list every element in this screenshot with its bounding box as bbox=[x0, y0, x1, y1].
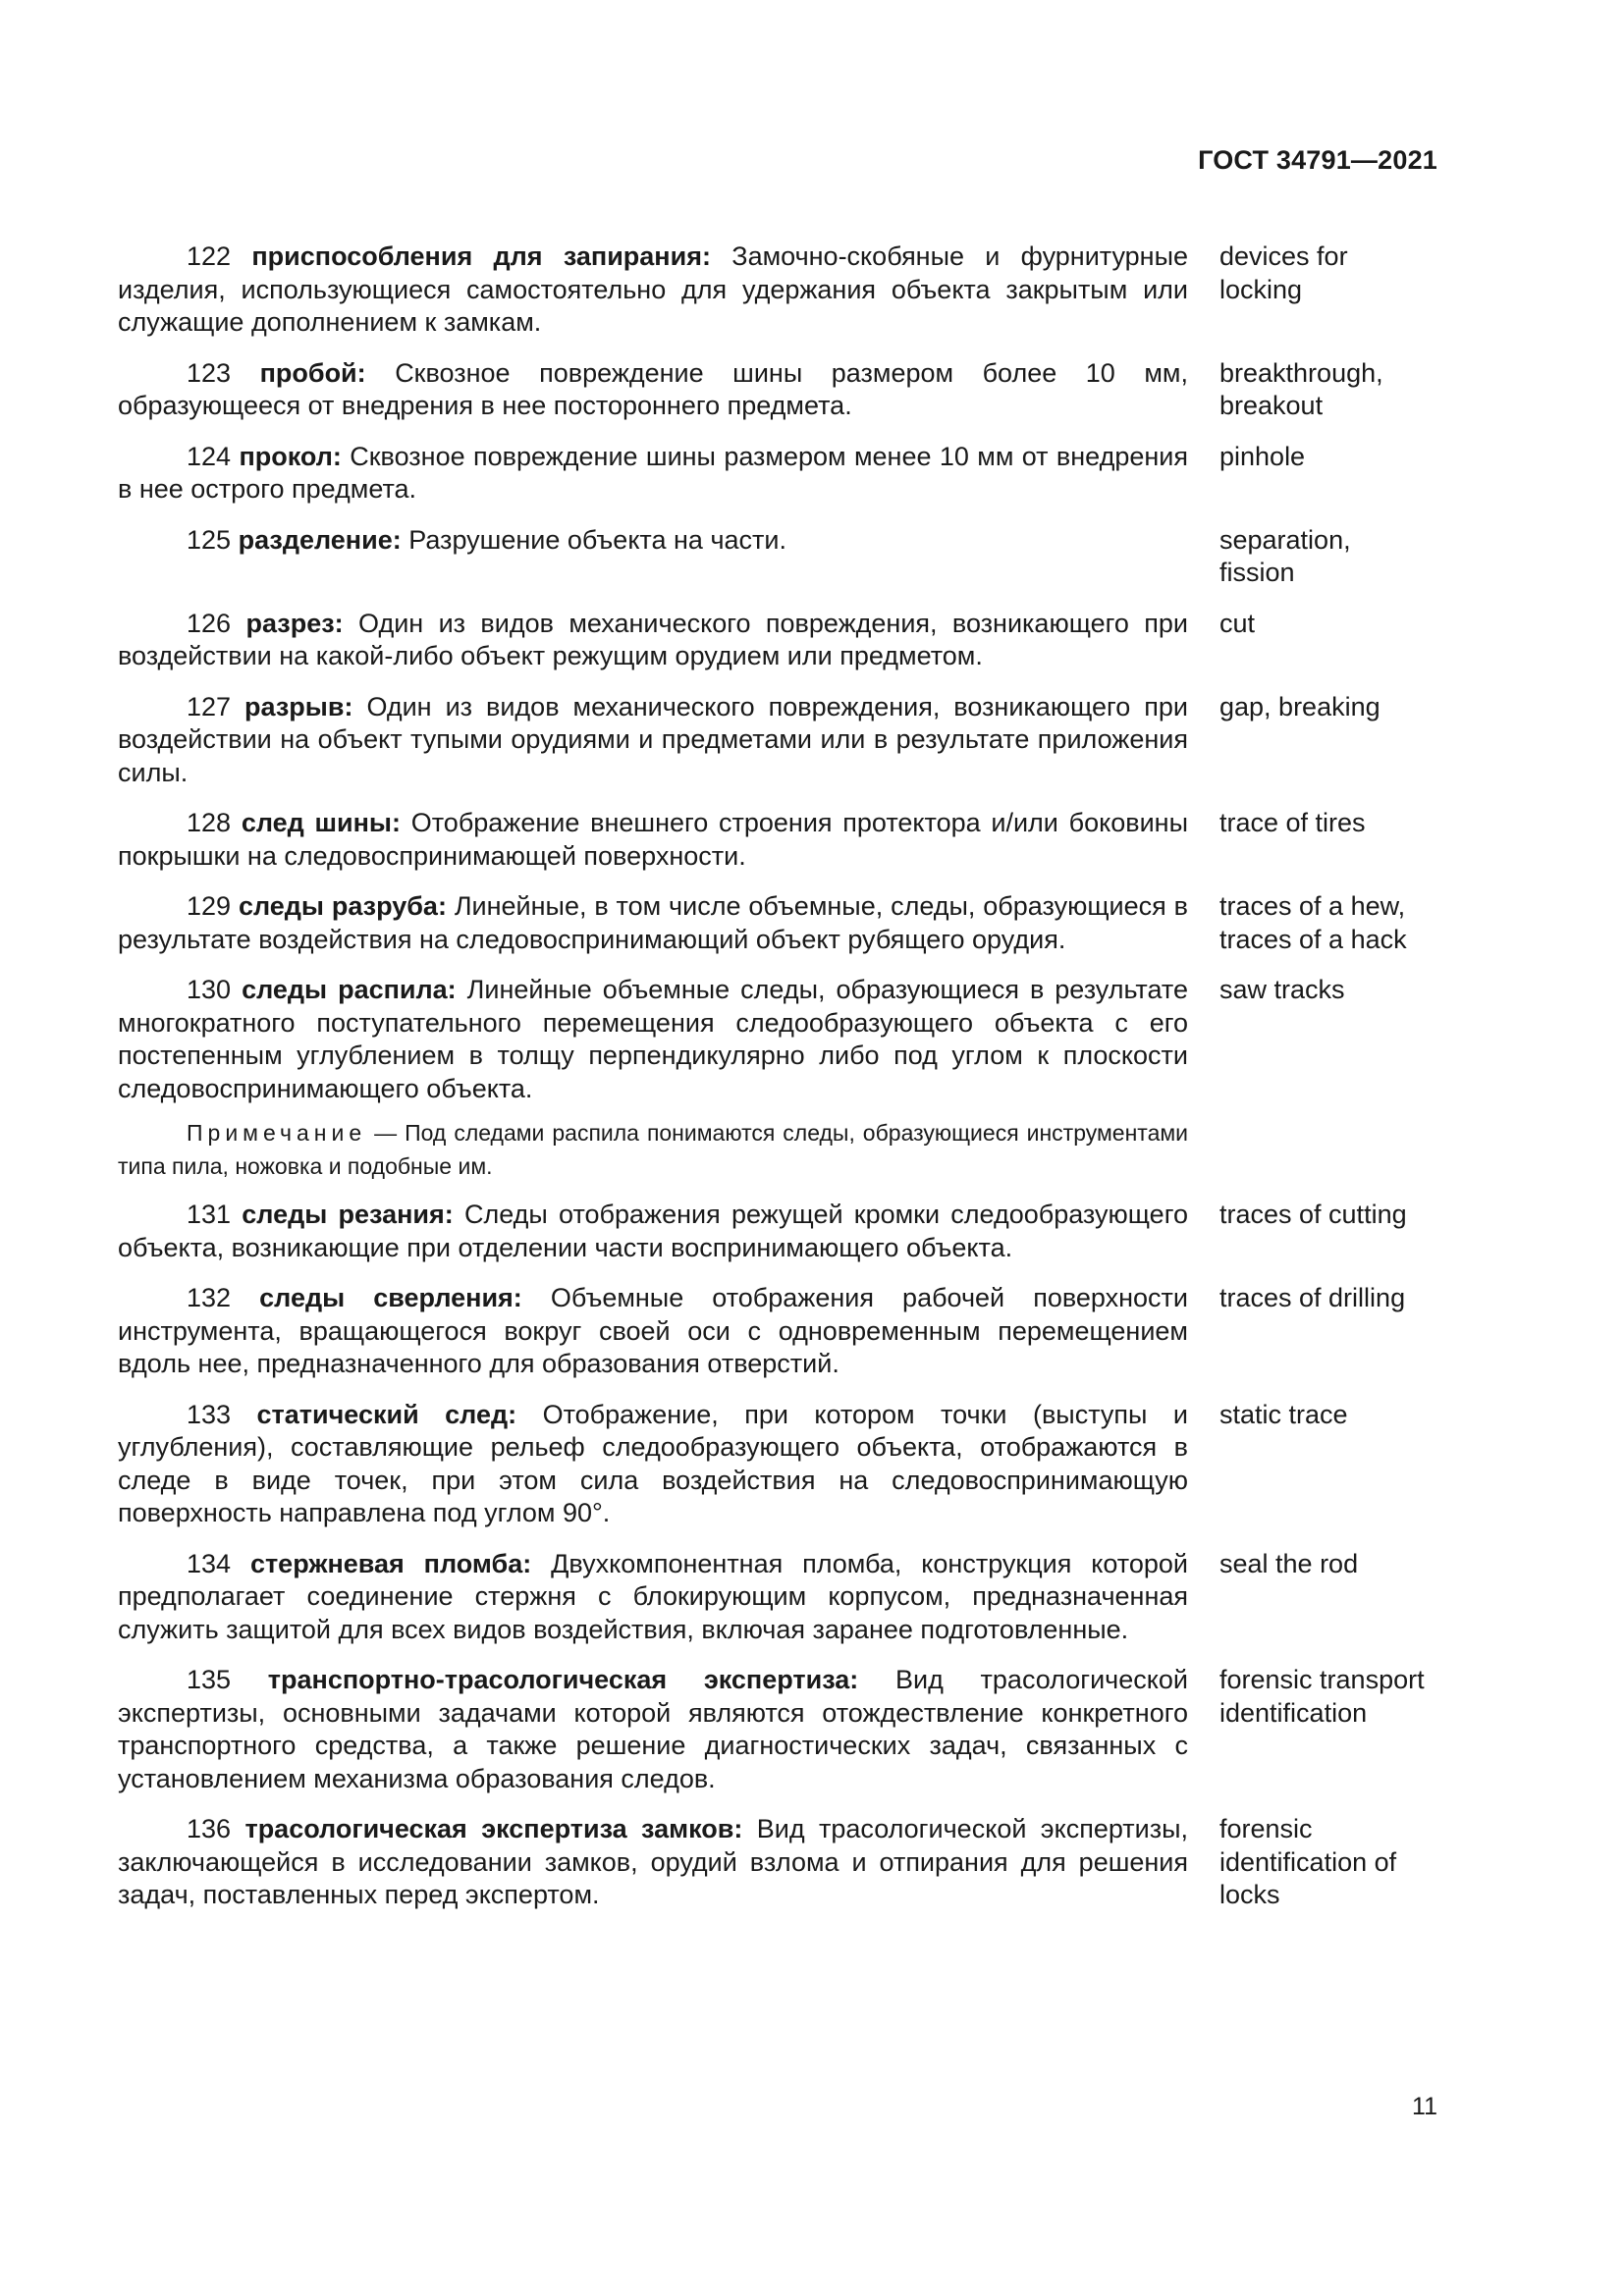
note-paragraph bbox=[118, 1117, 1188, 1183]
term-name: следы разруба: bbox=[238, 891, 447, 921]
term-text bbox=[118, 1664, 1188, 1795]
english-equivalent bbox=[1219, 1813, 1445, 1912]
english-line: cut bbox=[1219, 608, 1256, 638]
term-definition: Отображение внешнего строения протектора и/или боковины покрышки на следовоспринимающей поверхности. bbox=[118, 808, 1188, 871]
term-name: разрыв: bbox=[244, 691, 353, 721]
term-definition: Отображение, при котором точки (выступы и углубления), составляющие рельеф следообразующего объекта, отображаются в следе в виде точек, при этом сила воздействия на следовоспринимающую поверхность направлена под углом 90°. bbox=[118, 1399, 1188, 1527]
term-text bbox=[118, 441, 1188, 507]
term-definition: Один из видов механического повреждения, возникающего при воздействии на какой-либо объект режущим орудием или предметом. bbox=[118, 608, 1188, 670]
term-number: 123 bbox=[187, 357, 232, 388]
term-entry-123 bbox=[118, 357, 1445, 423]
english-equivalent bbox=[1219, 691, 1445, 724]
term-entry-122 bbox=[118, 240, 1445, 340]
english-equivalent bbox=[1219, 1399, 1445, 1432]
term-entry-126 bbox=[118, 608, 1445, 673]
term-name: трасологическая экспертиза замков: bbox=[244, 1814, 743, 1843]
term-name: статический след: bbox=[256, 1399, 517, 1429]
english-equivalent bbox=[1219, 1282, 1445, 1315]
term-number: 134 bbox=[187, 1548, 232, 1578]
term-entry-135 bbox=[118, 1664, 1445, 1795]
term-name: след шины: bbox=[241, 808, 401, 837]
term-number: 133 bbox=[187, 1399, 232, 1429]
term-text bbox=[118, 890, 1188, 956]
english-line: pinhole bbox=[1219, 441, 1306, 471]
english-line: identification bbox=[1219, 1697, 1368, 1728]
term-number: 122 bbox=[187, 241, 232, 271]
term-number: 136 bbox=[187, 1814, 232, 1843]
term-entry-133 bbox=[118, 1399, 1445, 1530]
term-number: 124 bbox=[187, 441, 232, 471]
term-text bbox=[118, 357, 1188, 423]
term-number: 130 bbox=[187, 975, 232, 1004]
english-equivalent bbox=[1219, 890, 1445, 956]
term-name: разрез: bbox=[245, 608, 344, 638]
english-line: identification of bbox=[1219, 1846, 1397, 1877]
term-text bbox=[118, 1199, 1188, 1264]
term-entry-128 bbox=[118, 807, 1445, 873]
term-name: следы резания: bbox=[242, 1200, 454, 1229]
english-line: traces of a hew, bbox=[1219, 891, 1406, 921]
english-equivalent bbox=[1219, 608, 1445, 641]
english-equivalent bbox=[1219, 524, 1445, 590]
term-number: 131 bbox=[187, 1200, 232, 1229]
term-entry-130 bbox=[118, 974, 1445, 1105]
term-definition: Один из видов механического повреждения, возникающего при воздействии на объект тупыми орудиями и предметами или в результате приложения силы. bbox=[118, 691, 1188, 787]
document-header: ГОСТ 34791—2021 bbox=[1198, 145, 1437, 175]
term-entry-124 bbox=[118, 441, 1445, 507]
english-line: saw tracks bbox=[1219, 975, 1345, 1004]
term-name: пробой: bbox=[259, 357, 366, 388]
term-entry-125 bbox=[118, 524, 1445, 590]
english-line: devices for bbox=[1219, 241, 1348, 271]
english-line: breakout bbox=[1219, 391, 1324, 420]
term-number: 127 bbox=[187, 691, 232, 721]
term-definition: Линейные объемные следы, образующиеся в результате многократного поступательного перемещения следообразующего объекта с его постепенным углублением в толщу перпендикулярно либо под углом к плоскости следовоспринимающего объекта. bbox=[118, 975, 1188, 1103]
english-equivalent bbox=[1219, 1664, 1445, 1730]
page-number: 11 bbox=[1412, 2093, 1437, 2120]
term-name: разделение: bbox=[238, 524, 402, 555]
term-text bbox=[118, 240, 1188, 340]
term-text bbox=[118, 807, 1188, 873]
term-definition: Вид трасологической экспертизы, заключающейся в исследовании замков, орудий взлома и отпирания для решения задач, поставленных перед экспертом. bbox=[118, 1814, 1188, 1909]
english-line: traces of cutting bbox=[1219, 1200, 1407, 1229]
term-number: 129 bbox=[187, 891, 232, 921]
term-name: следы сверления: bbox=[259, 1283, 522, 1312]
term-entry-127 bbox=[118, 691, 1445, 790]
term-definition: Линейные, в том числе объемные, следы, образующиеся в результате воздействия на следовоспринимающий объект рубящего орудия. bbox=[118, 891, 1188, 954]
term-definition: Разрушение объекта на части. bbox=[408, 524, 786, 555]
english-line: traces of a hack bbox=[1219, 924, 1407, 954]
term-definition: Следы отображения режущей кромки следообразующего объекта, возникающие при отделении части воспринимающего объекта. bbox=[118, 1200, 1188, 1262]
term-text bbox=[118, 974, 1188, 1105]
term-number: 128 bbox=[187, 808, 232, 837]
english-equivalent bbox=[1219, 240, 1445, 306]
english-line: breakthrough, bbox=[1219, 357, 1383, 388]
term-entry-134 bbox=[118, 1548, 1445, 1647]
term-definition: Замочно-скобяные и фурнитурные изделия, использующиеся самостоятельно для удержания объекта закрытым или служащие дополнением к замкам. bbox=[118, 241, 1188, 337]
english-equivalent bbox=[1219, 357, 1445, 423]
english-line: trace of tires bbox=[1219, 808, 1366, 837]
term-definition: Вид трасологической экспертизы, основными задачами которой являются отождествление конкретного транспортного средства, а также решение диагностических задач, связанных с установлением механизма образования следов. bbox=[118, 1665, 1188, 1793]
term-name: прокол: bbox=[239, 441, 342, 471]
term-entry-129 bbox=[118, 890, 1445, 956]
term-name: следы распила: bbox=[242, 975, 457, 1004]
english-line: locking bbox=[1219, 274, 1303, 304]
english-line: forensic transport bbox=[1219, 1665, 1425, 1694]
term-text bbox=[118, 1548, 1188, 1647]
term-entry-131 bbox=[118, 1199, 1445, 1264]
english-line: forensic bbox=[1219, 1814, 1313, 1843]
english-line: static trace bbox=[1219, 1399, 1348, 1429]
english-line: seal the rod bbox=[1219, 1548, 1359, 1578]
english-line: locks bbox=[1219, 1880, 1280, 1909]
term-definition: Объемные отображения рабочей поверхности инструмента, вращающегося вокруг своей оси с одновременным перемещением вдоль нее, предназначенного для образования отверстий. bbox=[118, 1283, 1188, 1378]
term-definition: Сквозное повреждение шины размером менее 10 мм от внедрения в нее острого предмета. bbox=[118, 441, 1188, 504]
term-name: стержневая пломба: bbox=[249, 1548, 532, 1578]
term-entry-132 bbox=[118, 1282, 1445, 1381]
term-text bbox=[118, 1399, 1188, 1530]
term-number: 125 bbox=[187, 524, 232, 555]
term-entry-136 bbox=[118, 1813, 1445, 1912]
english-equivalent bbox=[1219, 441, 1445, 474]
term-text bbox=[118, 691, 1188, 790]
term-definition: Сквозное повреждение шины размером более 10 мм, образующееся от внедрения в нее постороннего предмета. bbox=[118, 357, 1188, 420]
term-name: приспособления для запирания: bbox=[251, 241, 711, 271]
term-name: транспортно-трасологическая экспертиза: bbox=[267, 1665, 859, 1694]
english-line: gap, breaking bbox=[1219, 691, 1380, 721]
term-number: 132 bbox=[187, 1283, 232, 1312]
english-line: fission bbox=[1219, 558, 1295, 587]
note-label: Примечание bbox=[187, 1120, 367, 1146]
terms-list bbox=[118, 240, 1445, 1930]
note-dash: — bbox=[374, 1120, 398, 1146]
term-text bbox=[118, 1282, 1188, 1381]
term-text bbox=[118, 608, 1188, 673]
english-equivalent bbox=[1219, 1548, 1445, 1581]
english-equivalent bbox=[1219, 974, 1445, 1007]
english-line: separation, bbox=[1219, 524, 1351, 555]
note-text: Под следами распила понимаются следы, образующиеся инструментами типа пила, ножовка и подобные им. bbox=[118, 1120, 1189, 1179]
term-number: 126 bbox=[187, 608, 232, 638]
term-number: 135 bbox=[187, 1665, 232, 1694]
english-line: traces of drilling bbox=[1219, 1283, 1406, 1312]
english-equivalent bbox=[1219, 1199, 1445, 1232]
term-text bbox=[118, 1813, 1188, 1912]
english-equivalent bbox=[1219, 807, 1445, 840]
term-text bbox=[118, 524, 1188, 558]
term-definition: Двухкомпонентная пломба, конструкция которой предполагает соединение стержня с блокирующим корпусом, предназначенная служить защитой для всех видов воздействия, включая заранее подготовленные. bbox=[118, 1548, 1188, 1644]
